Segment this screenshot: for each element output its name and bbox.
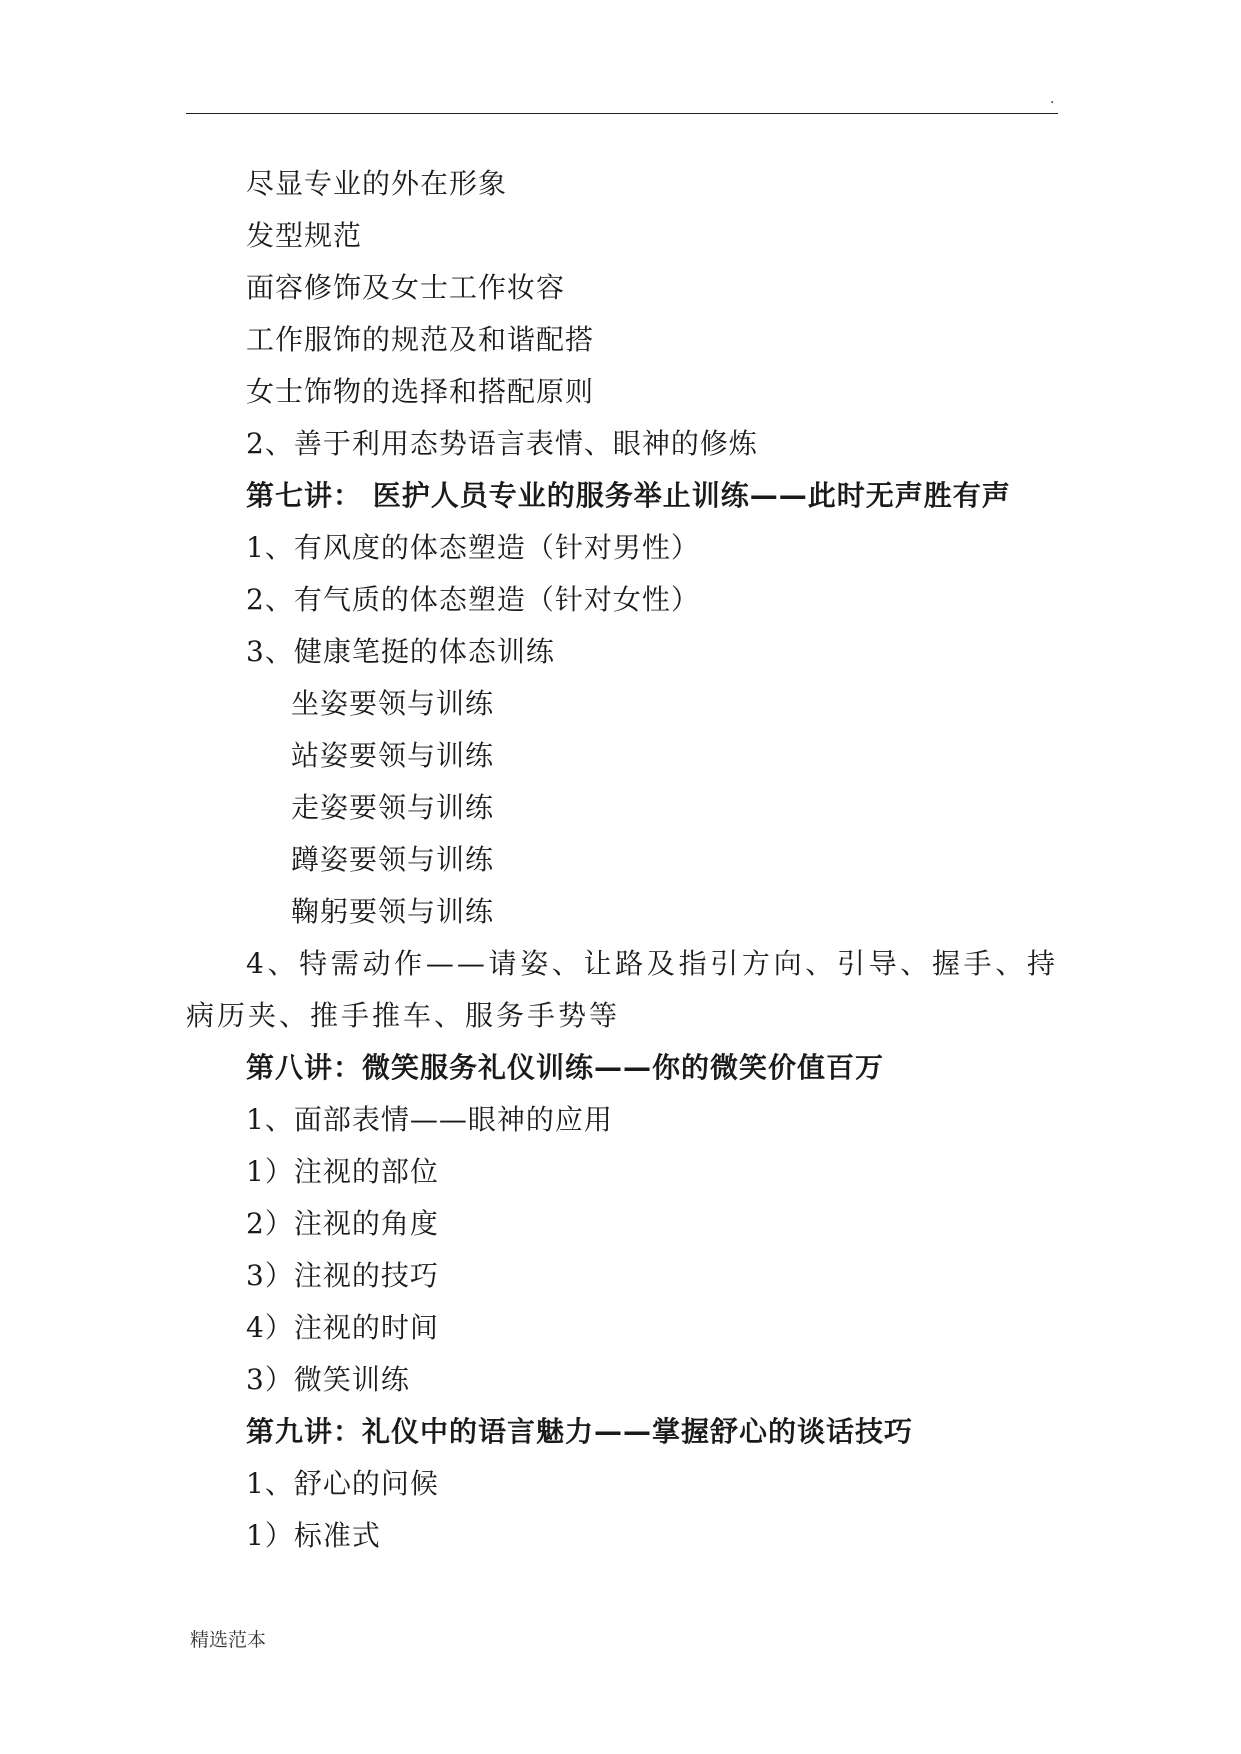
header-dot: . [1050,91,1055,107]
paragraph: 4、特需动作——请姿、让路及指引方向、引导、握手、持病历夹、推手推车、服务手势等 [186,947,1058,1032]
text-line: 面容修饰及女士工作妆容 [246,271,566,304]
text-line: 2、善于利用态势语言表情、眼神的修炼 [246,427,758,460]
text-line: 1）标准式 [246,1519,381,1552]
sub-item: 走姿要领与训练 [291,791,495,824]
sub-item: 坐姿要领与训练 [291,687,495,720]
sub-item: 蹲姿要领与训练 [291,843,495,876]
sub-item: 鞠躬要领与训练 [291,895,495,928]
text-line: 发型规范 [246,219,363,252]
section-heading-7: 第七讲： 医护人员专业的服务举止训练——此时无声胜有声 [246,479,1011,512]
document-body [186,158,1058,1562]
text-line: 女士饰物的选择和搭配原则 [246,375,595,408]
text-line: 3、健康笔挺的体态训练 [246,635,555,668]
text-line: 2、有气质的体态塑造（针对女性） [246,583,700,616]
text-line: 1、有风度的体态塑造（针对男性） [246,531,700,564]
text-line: 工作服饰的规范及和谐配搭 [246,323,595,356]
header-rule [186,113,1058,114]
text-line: 3）注视的技巧 [246,1259,439,1292]
footer-label: 精选范本 [190,1629,267,1651]
text-line: 1）注视的部位 [246,1155,439,1188]
section-heading-9: 第九讲：礼仪中的语言魅力——掌握舒心的谈话技巧 [246,1415,914,1448]
text-line: 4）注视的时间 [246,1311,439,1344]
text-line: 2）注视的角度 [246,1207,439,1240]
text-line: 1、面部表情——眼神的应用 [246,1103,613,1136]
text-line: 3）微笑训练 [246,1363,410,1396]
sub-item: 站姿要领与训练 [291,739,495,772]
text-line: 尽显专业的外在形象 [246,167,508,200]
section-heading-8: 第八讲：微笑服务礼仪训练——你的微笑价值百万 [246,1051,885,1084]
text-line: 1、舒心的问候 [246,1467,439,1500]
